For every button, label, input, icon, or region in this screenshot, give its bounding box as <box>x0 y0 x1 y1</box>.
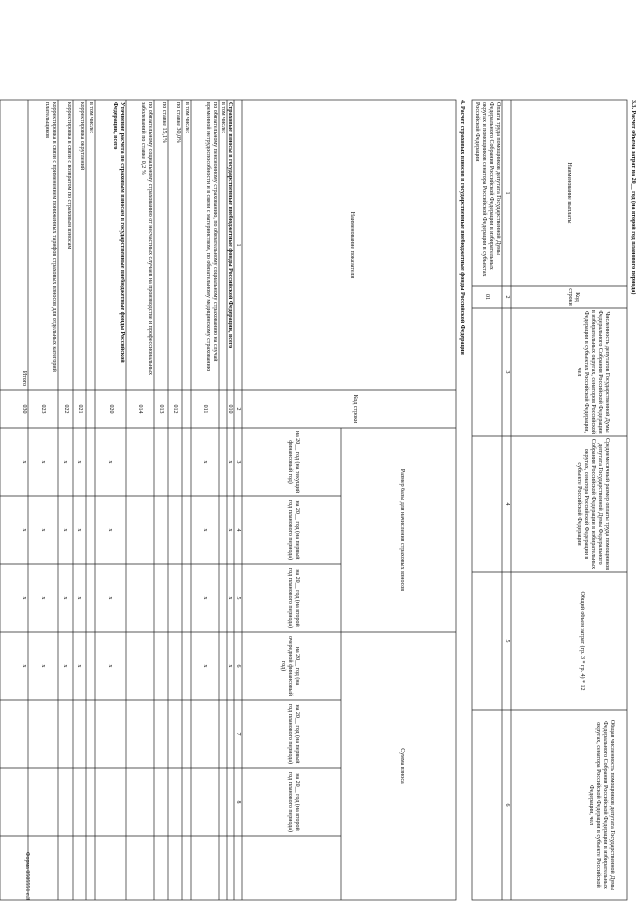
not-applicable-mark: x <box>202 528 208 532</box>
not-applicable-mark: x <box>107 460 114 464</box>
not-applicable-mark: x <box>40 664 46 668</box>
header-deputy-count: Численность депутатов Государственной Думы Федерального Собрания Российской Федерации в избирательных округах, сенаторов Российской Федерации в субъектах Российской Федерации, чел <box>576 310 610 434</box>
header-period-3: на 20__ год (на второй год планового периода) <box>287 568 300 628</box>
s4-col-num: 7 <box>235 732 241 736</box>
table-row-label: корректировка в связи с возвратом по страховым взносам <box>66 102 72 250</box>
s4-col-num: 3 <box>235 460 241 464</box>
not-applicable-mark: x <box>76 596 83 600</box>
not-applicable-mark: x <box>202 664 208 668</box>
header-payment-name: Наименование выплаты <box>566 162 572 224</box>
s4-col-num: 4 <box>235 528 241 532</box>
header-period-6: на 20__ год (на второй год планового периода) <box>287 772 300 832</box>
col-num-4: 4 <box>504 502 510 506</box>
header-indicator-name: Наименование показателя <box>349 211 355 279</box>
not-applicable-mark: x <box>21 460 27 464</box>
col-num-2: 2 <box>504 295 510 299</box>
table-row-label: корректировка в связи с применением пониженных тарифов страховых взносов для отдельных категорий плательщиков <box>44 102 57 372</box>
section-4-title: 4. Расчет страховых взносов в государственные внебюджетные фонды Российской Федерации <box>459 100 465 355</box>
table-row-label: в том числе: <box>184 102 190 134</box>
table-row-code: 013 <box>158 404 165 414</box>
not-applicable-mark: x <box>76 460 83 464</box>
not-applicable-mark: x <box>40 528 46 532</box>
not-applicable-mark: x <box>227 460 233 464</box>
col-num-3: 3 <box>504 370 510 374</box>
table-row-label: по ставке 30,0% <box>175 102 181 143</box>
table-row-code: 010 <box>227 404 233 414</box>
not-applicable-mark: x <box>202 460 208 464</box>
header-sum-group: Сумма взноса <box>399 748 405 784</box>
header-row-code-4: Код строки <box>352 394 358 424</box>
table-row-label: по ставке 15,1% <box>161 102 167 143</box>
not-applicable-mark: x <box>21 596 27 600</box>
s4-col-num: 2 <box>235 407 241 411</box>
table-row-code: 021 <box>77 404 83 414</box>
not-applicable-mark: x <box>107 596 114 600</box>
table-row-label: корректировка округлений <box>79 102 85 171</box>
s4-col-num: 6 <box>235 664 241 668</box>
table-row-code: 022 <box>63 404 69 414</box>
table-row-label: в том числе: <box>220 102 226 134</box>
table-row-label: в том числе: <box>88 102 94 134</box>
header-total-cost: Общий объем затрат (гр. 3 * гр. 4) * 12 <box>579 591 585 691</box>
not-applicable-mark: x <box>62 596 69 600</box>
header-period-5: на 20__ год (на первый год планового периода) <box>287 704 300 764</box>
header-period-4: на 20__ год (на очередной финансовый год) <box>280 635 300 696</box>
not-applicable-mark: x <box>21 528 27 532</box>
table-row-code: 023 <box>40 404 47 414</box>
not-applicable-mark: x <box>21 664 27 668</box>
total-code: 030 <box>21 404 27 414</box>
table-row-label: Уточнение расчета по страховым взносам в государственные внебюджетные фонды Российской Федерации, всего <box>112 102 125 363</box>
header-avg-salary: Среднемесячный размер оплаты труда помощников депутата Государственной Думы Федерального Собрания Российской Федерации в избирательных округах, сенатора Российской Федерации в субъекте Российской Федерации <box>576 437 610 571</box>
header-row-code: Код строки <box>567 288 580 306</box>
not-applicable-mark: x <box>107 528 114 532</box>
col-num-5: 5 <box>504 639 510 643</box>
s4-col-num: 1 <box>235 243 241 247</box>
not-applicable-mark: x <box>227 596 233 600</box>
row-salary-code: 01 <box>484 294 490 300</box>
row-salary-label: Оплата труда помощников депутата Государственной Думы Федерального Собрания Российской Федерации в избирательных округах и помощников сенатора Российской Федерации в субъектах Российской Федерации <box>474 102 501 277</box>
not-applicable-mark: x <box>227 528 233 532</box>
table-row-code: 012 <box>172 404 179 414</box>
table-row-label: Страховые взносы в государственные внебюджетные фонды Российской Федерации, всего <box>227 102 233 349</box>
col-num-1: 1 <box>504 191 510 195</box>
not-applicable-mark: x <box>62 460 69 464</box>
s4-col-num: 5 <box>235 596 241 600</box>
section-3-3-title: 3.3. Расчет объема затрат на 20__ год (на второй год планового периода) <box>630 100 636 295</box>
not-applicable-mark: x <box>76 528 83 532</box>
header-base-group: Размер базы для начисления страховых взносов <box>399 468 405 592</box>
not-applicable-mark: x <box>62 664 69 668</box>
col-num-6: 6 <box>504 803 510 807</box>
total-label: Итого <box>21 370 27 386</box>
not-applicable-mark: x <box>202 596 208 600</box>
s4-col-num: 8 <box>235 800 241 804</box>
table-row-code: 020 <box>108 404 114 414</box>
not-applicable-mark: x <box>40 460 46 464</box>
not-applicable-mark: x <box>62 528 69 532</box>
not-applicable-mark: x <box>227 664 233 668</box>
table-row-label: по обязательному социальному страхованию от несчастных случаев на производстве и профессиональных заболеваний по ставке 0,2 % <box>140 102 153 375</box>
table-row-code: 011 <box>202 404 209 414</box>
table-row-code: 014 <box>137 404 144 414</box>
header-period-1: на 20__ год (на текущий финансовый год) <box>287 430 300 494</box>
not-applicable-mark: x <box>76 664 83 668</box>
table-row-label: по обязательному пенсионному страхованию, по обязательному социальному страхованию на случай временной нетрудоспособности и в связи с материнством, по обязательному медицинскому страхованию <box>205 102 218 372</box>
form-code: Форма 0505551 с.3 <box>24 851 30 900</box>
header-total-assistants: Общая численность помощников депутата Государственной Думы Федерального Собрания Российской Федерации в избирательных округах, сенатора Российской Федерации в субъекте Российской Федерации, чел <box>588 719 615 891</box>
header-period-2: на 20__ год (на первый год планового периода) <box>287 500 300 560</box>
not-applicable-mark: x <box>107 664 114 668</box>
not-applicable-mark: x <box>40 596 46 600</box>
